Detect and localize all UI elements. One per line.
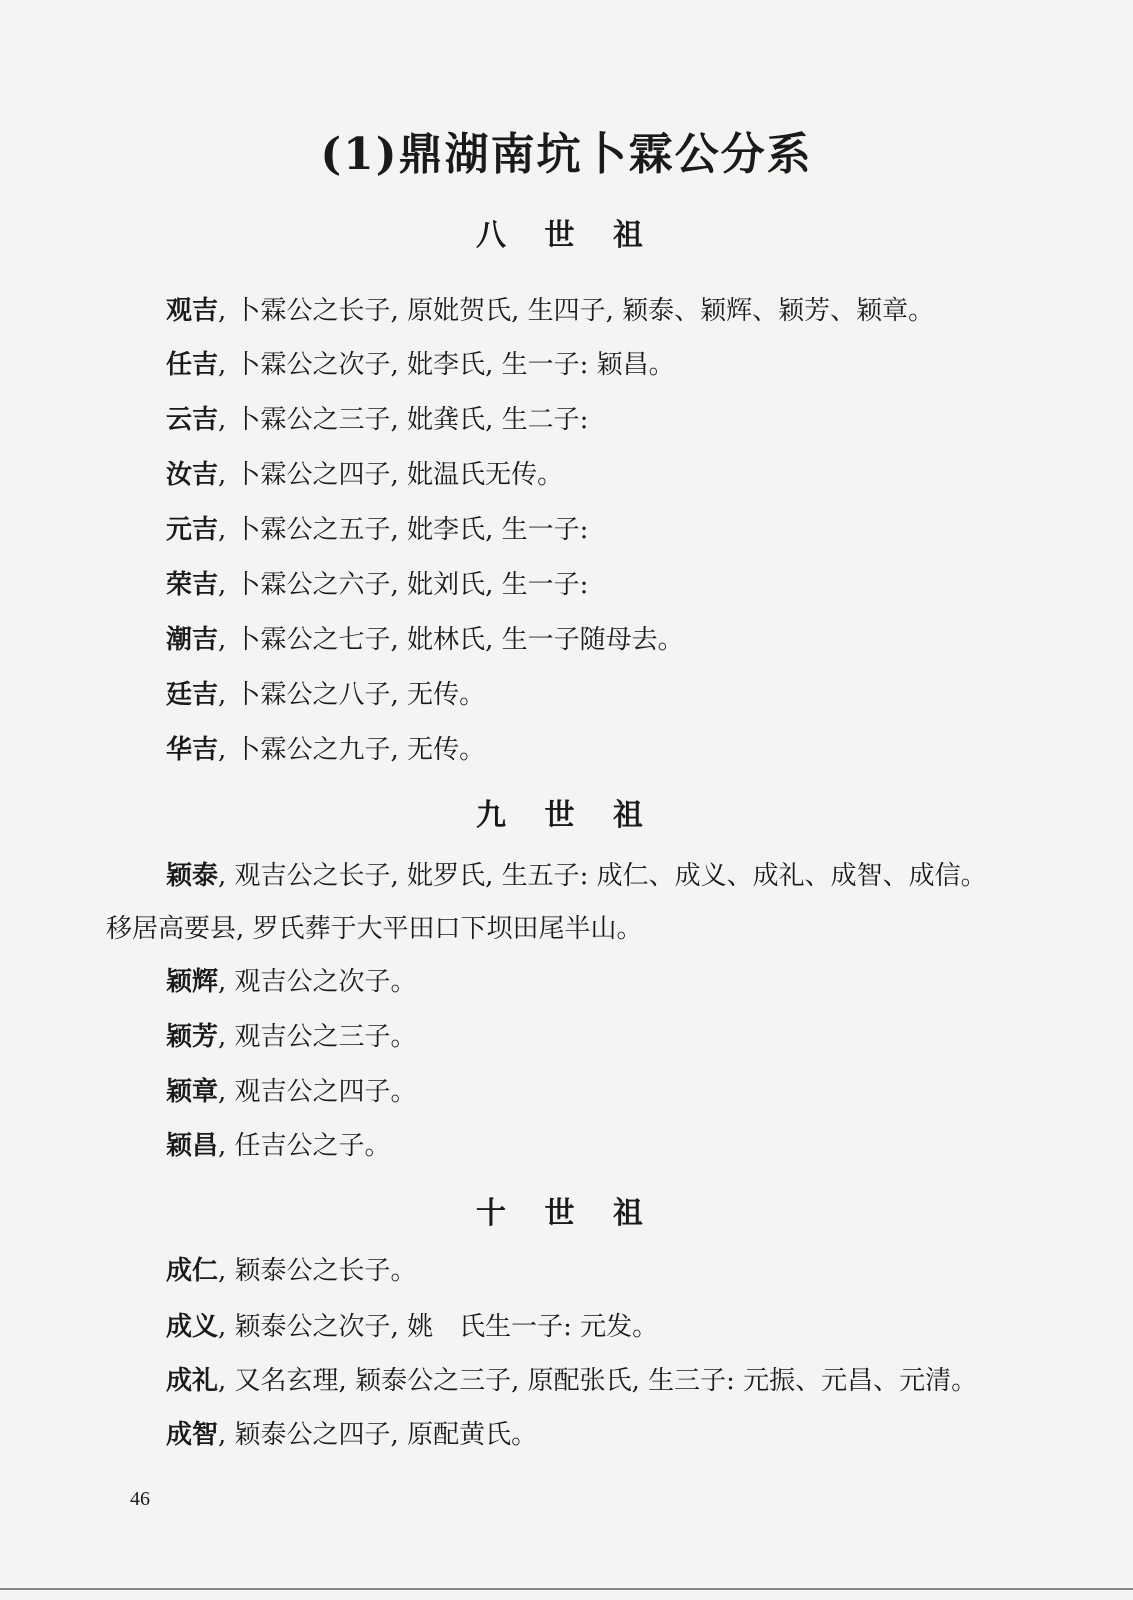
- entry-text: , 卜霖公之次子, 妣李氏, 生一子: 颖昌。: [218, 350, 675, 380]
- entry-row: [166, 1071, 417, 1108]
- entry-text: , 卜霖公之八子, 无传。: [218, 680, 486, 710]
- entry-name: 颖昌: [166, 1131, 219, 1161]
- entry-row: [166, 1414, 537, 1451]
- entry-row: [166, 1360, 977, 1397]
- entry-name: 元吉: [166, 515, 219, 545]
- entry-text: , 观吉公之三子。: [218, 1022, 417, 1052]
- entry-name: 成礼: [166, 1366, 219, 1396]
- entry-name: 云吉: [166, 405, 219, 435]
- entry-row: [166, 674, 485, 711]
- entry-name: 华吉: [166, 735, 219, 765]
- entry-row: [166, 1125, 391, 1162]
- entry-row: [166, 564, 588, 601]
- section-heading-8: 八 世 祖: [476, 218, 657, 253]
- entry-name: 观吉: [166, 296, 219, 326]
- entry-name: 成仁: [166, 1256, 219, 1286]
- entry-row: [166, 1306, 658, 1343]
- entry-row: [166, 399, 588, 436]
- entry-name: 颖章: [166, 1077, 219, 1107]
- entry-row: [166, 344, 675, 381]
- entry-name: 荣吉: [166, 570, 219, 600]
- entry-text: , 卜霖公之九子, 无传。: [218, 735, 486, 765]
- entry-text: , 颖泰公之四子, 原配黄氏。: [218, 1420, 538, 1450]
- entry-name: 任吉: [166, 350, 219, 380]
- entry-name: 成义: [166, 1312, 219, 1342]
- entry-text: , 任吉公之子。: [218, 1131, 391, 1161]
- page-number: 46: [130, 1488, 150, 1510]
- entry-row: [166, 290, 934, 327]
- entry-text: , 卜霖公之七子, 妣林氏, 生一子随母去。: [218, 625, 684, 655]
- entry-name: 廷吉: [166, 680, 219, 710]
- entry-text: , 观吉公之四子。: [218, 1077, 417, 1107]
- entry-text: , 卜霖公之五子, 妣李氏, 生一子:: [218, 515, 589, 545]
- entry-name: 颖泰: [166, 861, 219, 891]
- entry-name: 成智: [166, 1420, 219, 1450]
- entry-text: , 卜霖公之六子, 妣刘氏, 生一子:: [218, 570, 589, 600]
- entry-row: [166, 619, 684, 656]
- entry-row: [166, 855, 987, 892]
- entry-text: , 观吉公之长子, 妣罗氏, 生五子: 成仁、成义、成礼、成智、成信。: [218, 861, 987, 891]
- section-heading-10: 十 世 祖: [476, 1196, 657, 1231]
- entry-name: 颖辉: [166, 967, 219, 997]
- entry-text: , 卜霖公之长子, 原妣贺氏, 生四子, 颖泰、颖辉、颖芳、颖章。: [218, 296, 935, 326]
- entry-name: 汝吉: [166, 460, 219, 490]
- entry-text: , 又名玄理, 颖泰公之三子, 原配张氏, 生三子: 元振、元昌、元清。: [218, 1366, 978, 1396]
- entry-row: [166, 509, 588, 546]
- entry-row: [166, 1250, 417, 1287]
- entry-text: , 观吉公之次子。: [218, 967, 417, 997]
- entry-row: [166, 1016, 417, 1053]
- entry-name: 颖芳: [166, 1022, 219, 1052]
- entry-text: , 卜霖公之四子, 妣温氏无传。: [218, 460, 564, 490]
- entry-continuation: 移居高要县, 罗氏葬于大平田口下坝田尾半山。: [106, 914, 643, 944]
- entry-row: [166, 961, 417, 998]
- entry-name: 潮吉: [166, 625, 219, 655]
- entry-row: [166, 454, 563, 491]
- entry-text: , 卜霖公之三子, 妣龚氏, 生二子:: [218, 405, 589, 435]
- entry-text: , 颖泰公之次子, 姚 氏生一子: 元发。: [218, 1312, 659, 1342]
- entry-row: [166, 729, 485, 766]
- bottom-edge-line: [0, 1588, 1133, 1590]
- section-heading-9: 九 世 祖: [476, 798, 657, 833]
- page-title: (1)鼎湖南坑卜霖公分系: [320, 129, 813, 180]
- entry-text: , 颖泰公之长子。: [218, 1256, 417, 1286]
